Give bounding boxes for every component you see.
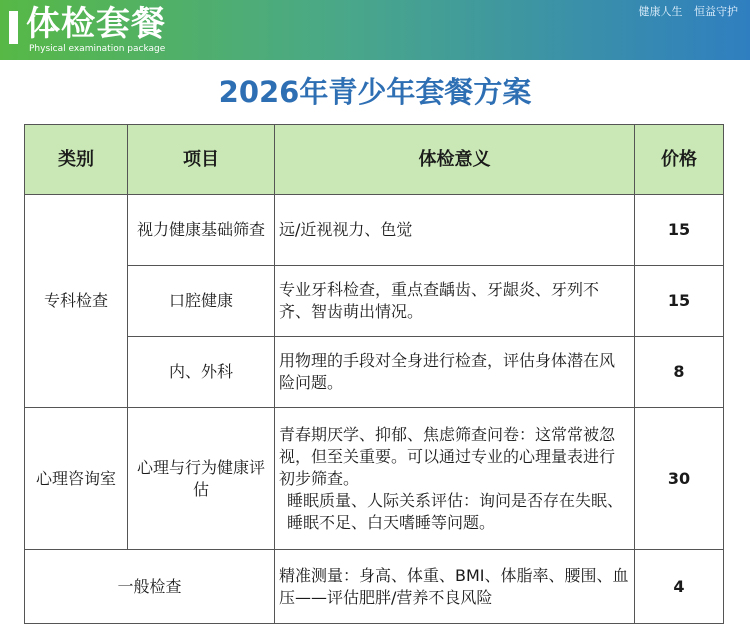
package-table [24, 124, 724, 624]
table-row [25, 550, 724, 624]
header-banner [0, 0, 750, 60]
header-meaning: 体检意义 [275, 125, 635, 195]
header-category: 类别 [25, 125, 128, 195]
price-cell: 4 [635, 550, 724, 624]
price-cell: 15 [635, 266, 724, 337]
header-price: 价格 [635, 125, 724, 195]
category-cell: 一般检查 [25, 550, 275, 624]
meaning-cell [275, 408, 635, 550]
category-cell: 专科检查 [25, 195, 128, 408]
meaning-paragraph: 睡眠质量、人际关系评估：询问是否存在失眠、睡眠不足、白天嗜睡等问题。 [287, 490, 624, 532]
table-row [25, 337, 724, 408]
meaning-cell: 远/近视视力、色觉 [275, 195, 635, 266]
item-cell: 口腔健康 [128, 266, 275, 337]
item-cell: 视力健康基础筛查 [128, 195, 275, 266]
price-cell: 8 [635, 337, 724, 408]
table-header-row [25, 125, 724, 195]
meaning-paragraph: 青春期厌学、抑郁、焦虑筛查问卷：这常常被忽视，但至关重要。可以通过专业的心理量表进行初步筛查。 [279, 424, 616, 488]
table-row [25, 408, 724, 550]
item-cell: 心理与行为健康评估 [128, 408, 275, 550]
banner-accent-bar [9, 11, 18, 44]
meaning-cell: 精准测量：身高、体重、BMI、体脂率、腰围、血压——评估肥胖/营养不良风险 [275, 550, 635, 624]
item-cell: 内、外科 [128, 337, 275, 408]
banner-subtitle: Physical examination package [29, 44, 166, 54]
price-cell: 15 [635, 195, 724, 266]
banner-slogan: 健康人生 恒益守护 [638, 5, 738, 18]
table-row [25, 266, 724, 337]
meaning-cell: 专业牙科检查，重点查龋齿、牙龈炎、牙列不齐、智齿萌出情况。 [275, 266, 635, 337]
banner-title: 体检套餐 [26, 4, 166, 44]
header-item: 项目 [128, 125, 275, 195]
meaning-cell: 用物理的手段对全身进行检查，评估身体潜在风险问题。 [275, 337, 635, 408]
plan-title: 2026年青少年套餐方案 [218, 75, 532, 109]
category-cell: 心理咨询室 [25, 408, 128, 550]
price-cell: 30 [635, 408, 724, 550]
table-row [25, 195, 724, 266]
